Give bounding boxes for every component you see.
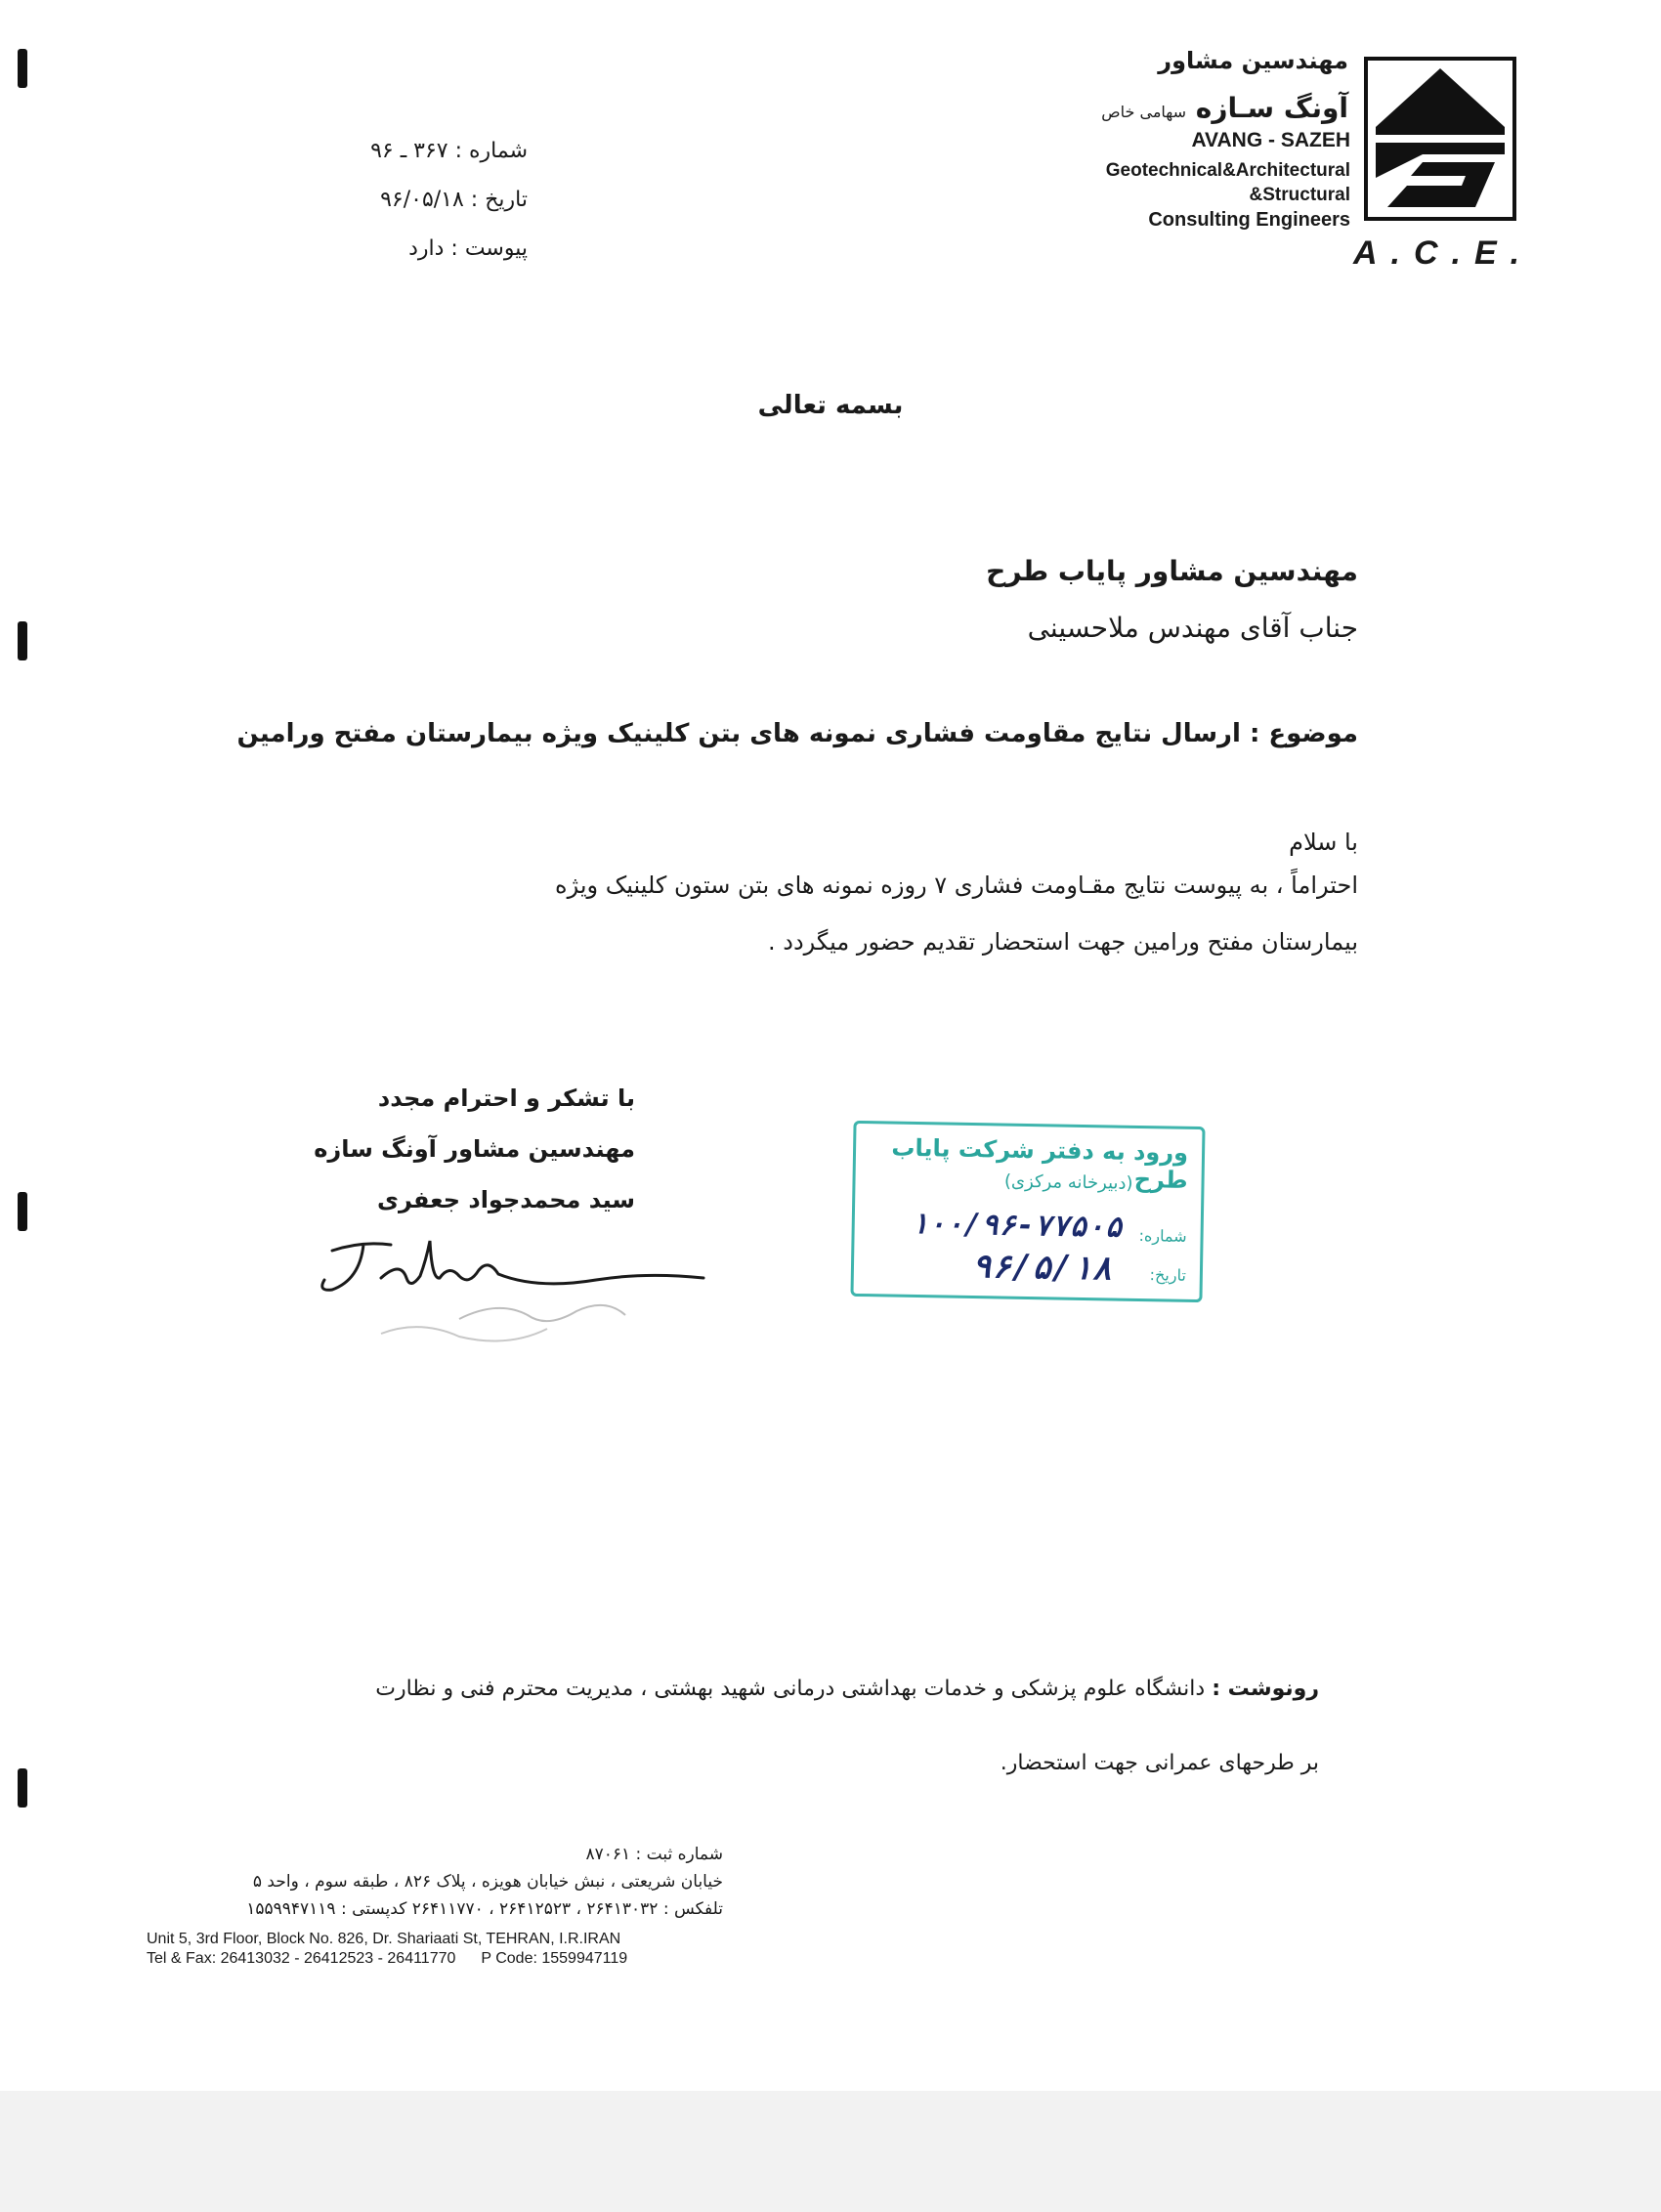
stamp-subtitle: (دبیرخانه مرکزی) bbox=[1003, 1170, 1133, 1194]
recipient-org: مهندسین مشاور پایاب طرح bbox=[986, 555, 1358, 587]
closing-line: با تشکر و احترام مجدد bbox=[377, 1085, 635, 1112]
company-logo bbox=[1364, 57, 1516, 221]
letter-body-line: بیمارستان مفتح ورامین جهت استحضار تقدیم حضور میگردد . bbox=[768, 928, 1358, 956]
punch-mark bbox=[18, 621, 27, 660]
company-type: سهامی خاص bbox=[1101, 103, 1187, 121]
stamp-number-value: ۱۰۰/۹۶-۷۷۵۰۵ bbox=[910, 1206, 1124, 1245]
footer-tel-en: Tel & Fax: 26413032 - 26412523 - 26411770 bbox=[147, 1950, 456, 1967]
company-name-en: AVANG - SAZEH bbox=[1191, 129, 1350, 151]
punch-mark bbox=[18, 1192, 27, 1231]
footer-phone-en bbox=[147, 1950, 723, 1968]
letter-number: شماره : ۳۶۷ ـ ۹۶ bbox=[370, 139, 528, 163]
logo-mark-icon bbox=[1368, 61, 1512, 217]
company-name-fa bbox=[1065, 92, 1348, 124]
cc-label: رونوشت : bbox=[1212, 1677, 1319, 1701]
letter-reference bbox=[322, 127, 528, 274]
letter-body-line: احتراماً ، به پیوست نتایج مقـاومت فشاری ۷ روزه نمونه های بتن ستون کلینیک ویژه bbox=[555, 872, 1358, 899]
letter-subject: موضوع : ارسال نتایج مقاومت فشاری نمونه های بتن کلینیک ویژه بیمارستان مفتح ورامین bbox=[236, 719, 1358, 748]
letter-greeting: با سلام bbox=[1289, 829, 1358, 856]
company-desc-3: Consulting Engineers bbox=[1148, 209, 1350, 231]
bismillah-heading: بسمه تعالی bbox=[757, 391, 904, 420]
cc-recipient: دانشگاه علوم پزشکی و خدمات بهداشتی درمانی شهید بهشتی ، مدیریت محترم فنی و نظارت bbox=[375, 1677, 1206, 1701]
stamp-date-value: ۹۶/۵/۱۸ bbox=[971, 1247, 1113, 1289]
received-stamp bbox=[850, 1121, 1205, 1302]
signer-name: سید محمدجواد جعفری bbox=[376, 1186, 635, 1213]
stamp-date-label: تاریخ: bbox=[1149, 1265, 1187, 1285]
footer-postcode-en: P Code: 1559947119 bbox=[481, 1950, 628, 1967]
punch-mark bbox=[18, 1768, 27, 1808]
company-name: آونگ سـازه bbox=[1195, 92, 1348, 124]
footer-phone-fa: تلفکس : ۲۶۴۱۳۰۳۲ ، ۲۶۴۱۲۵۲۳ ، ۲۶۴۱۱۷۷۰ کدپستی : ۱۵۵۹۹۴۷۱۱۹ bbox=[246, 1899, 723, 1919]
company-desc-2: &Structural bbox=[1249, 185, 1350, 205]
handwritten-signature bbox=[313, 1221, 713, 1368]
footer-address-en: Unit 5, 3rd Floor, Block No. 826, Dr. Shariaati St, TEHRAN, I.R.IRAN bbox=[147, 1931, 621, 1947]
footer-registration: شماره ثبت : ۸۷۰۶۱ bbox=[585, 1845, 723, 1864]
stamp-title: ورود به دفتر شرکت پایاب طرح bbox=[891, 1133, 1189, 1194]
cc-line-continued: بر طرحهای عمرانی جهت استحضار. bbox=[1000, 1751, 1319, 1775]
cc-line bbox=[293, 1677, 1319, 1701]
company-title-fa: مهندسین مشاور bbox=[1158, 47, 1348, 74]
scan-bottom-strip bbox=[0, 2091, 1661, 2212]
footer-address-fa: خیابان شریعتی ، نبش خیابان هویزه ، پلاک ۸۲۶ ، طبقه سوم ، واحد ۵ bbox=[252, 1872, 723, 1892]
company-abbr: A.C.E. bbox=[1353, 234, 1534, 272]
letter-date: تاریخ : ۹۶/۰۵/۱۸ bbox=[380, 188, 528, 212]
punch-mark bbox=[18, 49, 27, 88]
company-desc-1: Geotechnical&Architectural bbox=[1105, 160, 1350, 181]
recipient-person: جناب آقای مهندس ملاحسینی bbox=[1027, 612, 1358, 644]
letter-attachment: پیوست : دارد bbox=[408, 236, 528, 261]
closing-company: مهندسین مشاور آونگ سازه bbox=[314, 1135, 635, 1163]
stamp-number-label: شماره: bbox=[1138, 1225, 1187, 1246]
